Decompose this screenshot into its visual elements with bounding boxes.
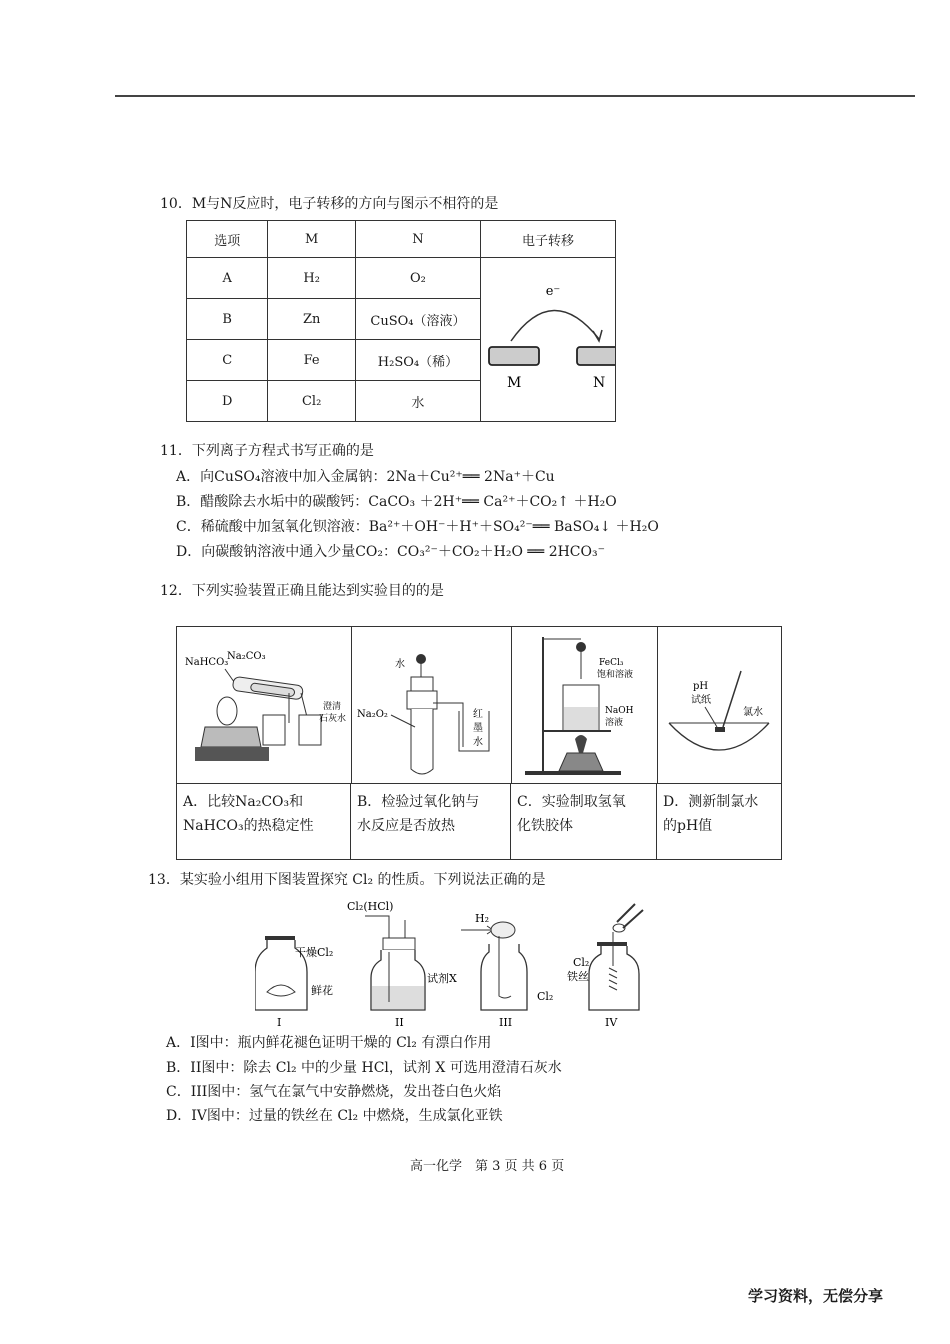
q11-stem: 11．下列离子方程式书写正确的是 — [160, 443, 374, 459]
q10-cell-m: Zn — [268, 299, 355, 340]
header-rule — [115, 95, 915, 97]
caption-d — [657, 783, 781, 859]
electron-transfer-diagram — [481, 263, 615, 413]
fecl3-label: FeCl₃ — [599, 658, 624, 668]
caption-d-line2: 的pH值 — [663, 818, 713, 834]
q10-header-transfer: 电子转移 — [481, 221, 616, 258]
apparatus-b — [351, 627, 512, 783]
caption-a-line2: NaHCO₃的热稳定性 — [183, 818, 314, 834]
nahco3-label: NaHCO₃ — [185, 657, 229, 668]
n-label: N — [593, 374, 606, 391]
q10-cell-opt: D — [187, 381, 268, 422]
q11-option-a: A．向CuSO₄溶液中加入金属钠：2Na＋Cu²⁺══ 2Na⁺＋Cu — [176, 469, 555, 485]
q11-option-b: B．醋酸除去水垢中的碳酸钙：CaCO₃ ＋2H⁺══ Ca²⁺＋CO₂↑ ＋H₂O — [176, 494, 617, 510]
water-label: 水 — [395, 659, 405, 670]
caption-a-line1: A．比较Na₂CO₃和 — [183, 794, 304, 810]
q10-header-option: 选项 — [187, 221, 268, 258]
caption-b-line2: 水反应是否放热 — [357, 818, 455, 834]
n-block — [577, 347, 615, 365]
test-paper-label: 试纸 — [691, 695, 711, 706]
ph-label: pH — [693, 681, 709, 692]
solution-label: 溶液 — [605, 718, 624, 728]
q10-cell-n: O₂ — [355, 258, 480, 299]
q13-figure — [255, 896, 655, 1030]
q13-option-d: D．IV图中：过量的铁丝在 Cl₂ 中燃烧，生成氯化亚铁 — [166, 1108, 503, 1124]
figure-iii-label: III — [499, 1016, 513, 1029]
test-tube-apparatus-figure — [351, 627, 511, 783]
heating-apparatus-figure — [177, 627, 351, 783]
apparatus-a — [177, 627, 352, 783]
reagent-x-label: 试剂X — [427, 972, 457, 985]
q10-cell-n: H₂SO₄（稀） — [355, 340, 480, 381]
red-ink-label-1: 红 — [473, 709, 483, 720]
q12-apparatus-table — [176, 626, 782, 860]
cl2-label-iii: Cl₂ — [537, 990, 554, 1003]
q10-stem: 10．M与N反应时，电子转移的方向与图示不相符的是 — [160, 196, 499, 212]
q10-cell-n: 水 — [355, 381, 480, 422]
dry-cl2-label: 干燥Cl₂ — [295, 946, 334, 959]
q13-option-b: B．II图中：除去 Cl₂ 中的少量 HCl，试剂 X 可选用澄清石灰水 — [166, 1060, 562, 1076]
q10-cell-m: Fe — [268, 340, 355, 381]
limewater-label-1: 澄清 — [323, 702, 342, 712]
colloid-apparatus-figure — [511, 627, 657, 783]
transfer-arrow — [511, 310, 599, 341]
figure-iv-label: IV — [605, 1016, 618, 1029]
caption-c-line1: C．实验制取氢氧 — [517, 794, 626, 810]
apparatus-d — [657, 627, 781, 783]
caption-c-line2: 化铁胶体 — [517, 818, 573, 834]
electron-label: e⁻ — [545, 283, 561, 299]
watermark: 学习资料，无偿分享 — [748, 1287, 884, 1305]
h2-label: H₂ — [475, 912, 490, 925]
q10-cell-opt: C — [187, 340, 268, 381]
q11-option-d: D．向碳酸钠溶液中通入少量CO₂：CO₃²⁻＋CO₂＋H₂O ══ 2HCO₃⁻ — [176, 544, 605, 560]
caption-c — [511, 783, 657, 859]
caption-b-line1: B．检验过氧化钠与 — [357, 794, 480, 810]
caption-a — [177, 783, 351, 859]
apparatus-c — [511, 627, 658, 783]
q10-cell-n: CuSO₄（溶液） — [355, 299, 480, 340]
iron-wire-label: 铁丝 — [567, 970, 589, 983]
q10-diagram-cell — [481, 258, 616, 422]
na2o2-label: Na₂O₂ — [357, 709, 388, 720]
naoh-label: NaOH — [605, 706, 634, 716]
q11-option-c: C．稀硫酸中加氢氧化钡溶液：Ba²⁺＋OH⁻＋H⁺＋SO₄²⁻══ BaSO₄↓ ＋H₂O — [176, 519, 659, 535]
q10-cell-opt: A — [187, 258, 268, 299]
page-footer: 高一化学 第 3 页 共 6 页 — [410, 1159, 565, 1174]
arrow-head — [593, 330, 602, 341]
chlorine-water-label: 氯水 — [743, 707, 763, 718]
limewater-label-2: 石灰水 — [319, 714, 347, 724]
flower-label: 鲜花 — [311, 984, 333, 997]
q13-option-c: C．III图中：氢气在氯气中安静燃烧，发出苍白色火焰 — [166, 1084, 502, 1100]
red-ink-label-2: 墨 — [473, 723, 483, 734]
q10-header-m: M — [268, 221, 355, 258]
m-label: M — [507, 374, 522, 391]
figure-i-label: I — [277, 1016, 282, 1029]
cl2-hcl-label: Cl₂(HCl) — [347, 900, 394, 913]
ph-test-figure — [657, 627, 781, 783]
q10-cell-m: Cl₂ — [268, 381, 355, 422]
cl2-label-iv: Cl₂ — [573, 956, 590, 969]
q10-header-n: N — [355, 221, 480, 258]
m-block — [489, 347, 539, 365]
q12-stem: 12．下列实验装置正确且能达到实验目的的是 — [160, 583, 444, 599]
caption-b — [351, 783, 511, 859]
red-ink-label-3: 水 — [473, 737, 483, 748]
figure-ii-label: II — [395, 1016, 404, 1029]
q13-option-a: A．I图中：瓶内鲜花褪色证明干燥的 Cl₂ 有漂白作用 — [166, 1035, 492, 1051]
q10-table — [186, 220, 616, 422]
na2co3-label: Na₂CO₃ — [227, 651, 266, 662]
saturated-solution-label: 饱和溶液 — [597, 670, 634, 680]
caption-d-line1: D．测新制氯水 — [663, 794, 759, 810]
q10-cell-m: H₂ — [268, 258, 355, 299]
q10-cell-opt: B — [187, 299, 268, 340]
q13-stem: 13．某实验小组用下图装置探究 Cl₂ 的性质。下列说法正确的是 — [148, 872, 546, 888]
